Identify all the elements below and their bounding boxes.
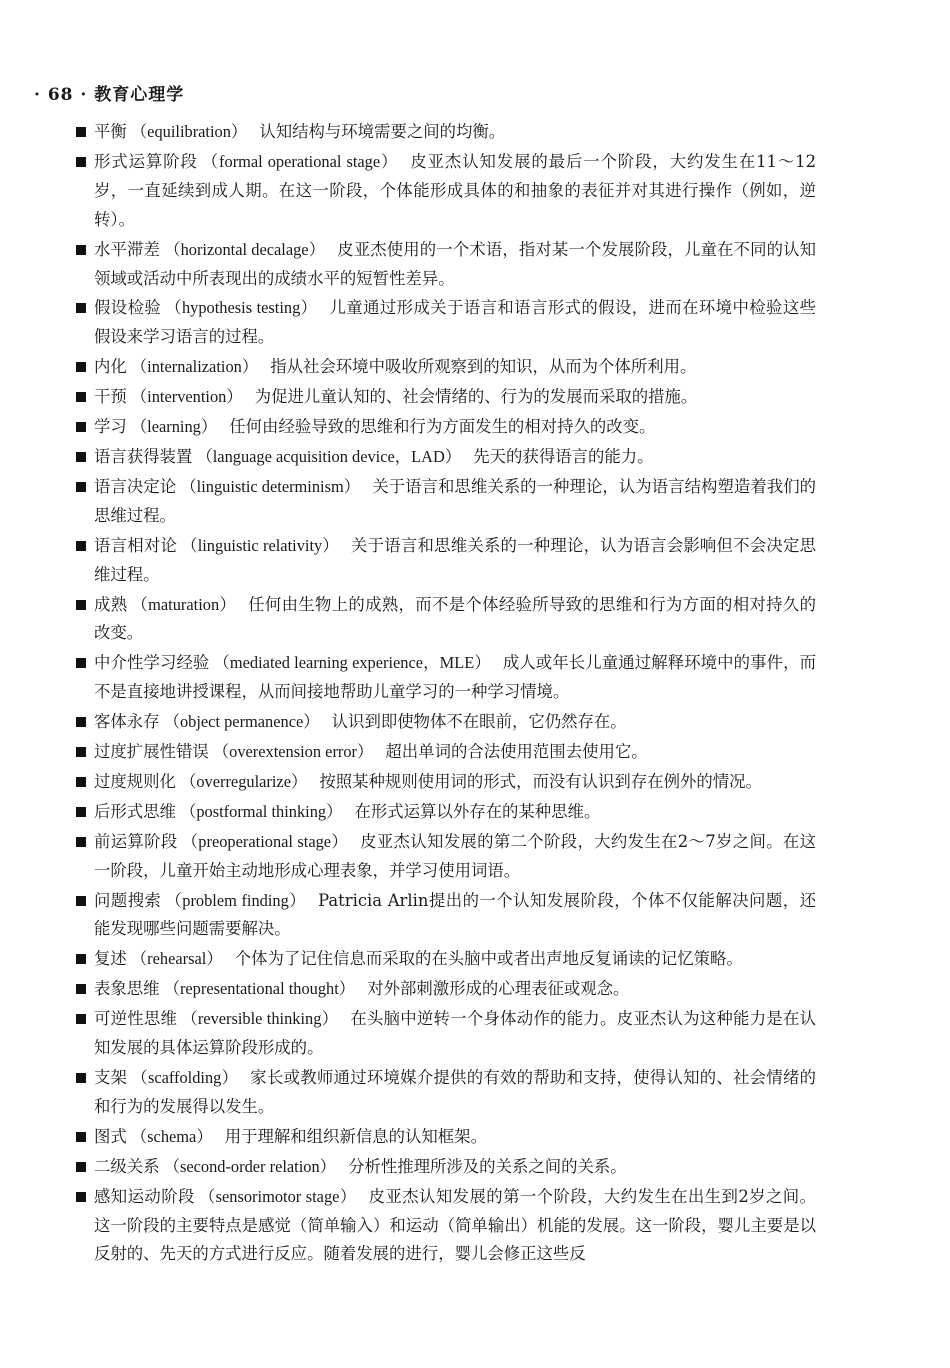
- glossary-english-term: （intervention）: [130, 387, 243, 407]
- glossary-term: 问题搜索: [94, 890, 162, 910]
- square-bullet-icon: [76, 1014, 86, 1024]
- glossary-term: 过度扩展性错误: [94, 742, 209, 762]
- glossary-list: [76, 118, 816, 1270]
- glossary-term: 表象思维: [94, 979, 160, 999]
- glossary-english-term: （preoperational stage）: [181, 831, 349, 851]
- glossary-term: 可逆性思维: [94, 1009, 178, 1029]
- glossary-definition: 为促进儿童认知的、社会情绪的、行为的发展而采取的措施。: [254, 387, 698, 407]
- glossary-english-term: （sensorimotor stage）: [198, 1186, 357, 1206]
- glossary-english-term: （linguistic determinism）: [180, 476, 361, 496]
- glossary-english-term: （language acquisition device，LAD）: [196, 446, 462, 466]
- glossary-definition: 认识到即使物体不在眼前，它仍然存在。: [331, 712, 627, 732]
- glossary-entry: [76, 708, 816, 737]
- square-bullet-icon: [76, 127, 86, 137]
- glossary-english-term: （overregularize）: [179, 771, 308, 791]
- glossary-english-term: （rehearsal）: [130, 949, 223, 969]
- glossary-english-term: （internalization）: [130, 357, 259, 377]
- square-bullet-icon: [76, 658, 86, 668]
- glossary-entry: [76, 236, 816, 294]
- square-bullet-icon: [76, 1162, 86, 1172]
- glossary-entry: [76, 383, 816, 412]
- square-bullet-icon: [76, 837, 86, 847]
- glossary-definition: 任何由经验导致的思维和行为方面发生的相对持久的改变。: [229, 417, 656, 437]
- glossary-definition: 在头脑中逆转一个身体动作的能力。皮亚杰认为这种能力是在认知发展的具体运算阶段形成的。: [94, 1009, 817, 1058]
- square-bullet-icon: [76, 303, 86, 313]
- glossary-entry: [76, 798, 816, 827]
- glossary-english-term: （schema）: [130, 1126, 213, 1146]
- glossary-definition: 按照某种规则使用词的形式，而没有认识到存在例外的情况。: [319, 771, 762, 791]
- glossary-definition: 关于语言和思维关系的一种理论，认为语言结构塑造着我们的思维过程。: [94, 476, 817, 525]
- square-bullet-icon: [76, 541, 86, 551]
- glossary-entry: [76, 738, 816, 767]
- glossary-entry: [76, 413, 816, 442]
- square-bullet-icon: [76, 362, 86, 372]
- glossary-definition: Patricia Arlin提出的一个认知发展阶段，个体不仅能解决问题，还能发现哪些问题需要解决。: [94, 890, 816, 939]
- glossary-term: 图式: [94, 1126, 127, 1146]
- glossary-definition: 分析性推理所涉及的关系之间的关系。: [348, 1156, 627, 1176]
- glossary-entry: [76, 118, 816, 147]
- glossary-term: 成熟: [94, 594, 128, 614]
- square-bullet-icon: [76, 157, 86, 167]
- glossary-entry: [76, 591, 816, 649]
- glossary-definition: 认知结构与环境需要之间的均衡。: [259, 122, 506, 141]
- glossary-term: 水平滞差: [94, 239, 161, 259]
- glossary-term: 支架: [94, 1068, 128, 1087]
- square-bullet-icon: [76, 777, 86, 787]
- page-header: [34, 80, 184, 105]
- glossary-term: 中介性学习经验: [94, 653, 210, 673]
- glossary-entry: [76, 294, 816, 352]
- glossary-term: 干预: [94, 387, 127, 407]
- glossary-entry: [76, 473, 816, 531]
- glossary-english-term: （horizontal decalage）: [164, 239, 326, 259]
- glossary-entry: [76, 443, 816, 472]
- square-bullet-icon: [76, 1073, 86, 1083]
- glossary-english-term: （maturation）: [131, 594, 237, 614]
- glossary-entry: [76, 1064, 816, 1122]
- glossary-entry: [76, 649, 816, 707]
- glossary-definition: 个体为了记住信息而采取的在头脑中或者出声地反复诵读的记忆策略。: [234, 949, 743, 969]
- glossary-definition: 超出单词的合法使用范围去使用它。: [385, 742, 648, 762]
- glossary-term: 假设检验: [94, 298, 162, 318]
- square-bullet-icon: [76, 245, 86, 255]
- square-bullet-icon: [76, 600, 86, 610]
- book-title: 教育心理学: [94, 85, 185, 105]
- header-dot: ·: [73, 85, 95, 105]
- glossary-english-term: （second-order relation）: [163, 1156, 337, 1176]
- glossary-entry: [76, 353, 816, 382]
- glossary-definition: 对外部刺激形成的心理表征或观念。: [367, 979, 630, 999]
- glossary-entry: [76, 532, 816, 590]
- glossary-english-term: （hypothesis testing）: [165, 298, 318, 318]
- header-dot: ·: [34, 85, 48, 105]
- glossary-definition: 成人或年长儿童通过解释环境中的事件，而不是直接地讲授课程，从而间接地帮助儿童学习的一种学习情境。: [94, 653, 817, 702]
- glossary-definition: 皮亚杰使用的一个术语，指对某一个发展阶段，儿童在不同的认知领域或活动中所表现出的成绩水平的短暂性差异。: [94, 239, 817, 288]
- glossary-english-term: （overextension error）: [212, 742, 374, 762]
- glossary-definition: 家长或教师通过环境媒介提供的有效的帮助和支持，使得认知的、社会情绪的和行为的发展得以发生。: [94, 1068, 817, 1116]
- glossary-term: 前运算阶段: [94, 831, 178, 851]
- glossary-definition: 儿童通过形成关于语言和语言形式的假设，进而在环境中检验这些假设来学习语言的过程。: [94, 298, 817, 347]
- glossary-entry: [76, 945, 816, 974]
- glossary-entry: [76, 768, 816, 797]
- glossary-term: 形式运算阶段: [94, 151, 198, 171]
- glossary-english-term: （mediated learning experience，MLE）: [213, 653, 491, 673]
- glossary-term: 学习: [94, 417, 127, 437]
- glossary-term: 过度规则化: [94, 771, 176, 791]
- glossary-definition: 在形式运算以外存在的某种思维。: [354, 801, 601, 821]
- square-bullet-icon: [76, 747, 86, 757]
- glossary-entry: [76, 1123, 816, 1152]
- glossary-entry: [76, 887, 816, 945]
- glossary-english-term: （learning）: [130, 417, 218, 437]
- square-bullet-icon: [76, 1192, 86, 1202]
- glossary-entry: [76, 148, 816, 235]
- square-bullet-icon: [76, 954, 86, 964]
- glossary-english-term: （problem finding）: [165, 890, 307, 910]
- glossary-entry: [76, 1183, 816, 1270]
- square-bullet-icon: [76, 452, 86, 462]
- square-bullet-icon: [76, 422, 86, 432]
- page-number: 68: [47, 85, 74, 105]
- glossary-entry: [76, 975, 816, 1004]
- glossary-english-term: （representational thought）: [163, 979, 356, 999]
- glossary-term: 语言决定论: [94, 476, 177, 496]
- glossary-definition: 皮亚杰认知发展的第二个阶段，大约发生在2～7岁之间。在这一阶段，儿童开始主动地形成心理表象，并学习使用词语。: [94, 831, 816, 880]
- glossary-english-term: （formal operational stage）: [201, 151, 399, 171]
- glossary-term: 复述: [94, 949, 127, 969]
- square-bullet-icon: [76, 984, 86, 994]
- glossary-definition: 指从社会环境中吸收所观察到的知识，从而为个体所利用。: [270, 357, 697, 377]
- glossary-entry: [76, 1153, 816, 1182]
- glossary-definition: 关于语言和思维关系的一种理论，认为语言会影响但不会决定思维过程。: [94, 535, 817, 584]
- glossary-term: 感知运动阶段: [94, 1186, 195, 1206]
- glossary-term: 语言获得装置: [94, 446, 193, 466]
- glossary-english-term: （linguistic relativity）: [181, 535, 340, 555]
- glossary-term: 客体永存: [94, 712, 160, 732]
- glossary-english-term: （scaffolding）: [131, 1068, 239, 1087]
- glossary-definition: 先天的获得语言的能力。: [473, 446, 654, 466]
- glossary-entry: [76, 828, 816, 886]
- glossary-definition: 皮亚杰认知发展的第一个阶段，大约发生在出生到2岁之间。这一阶段的主要特点是感觉（简单输入）和运动（简单输出）机能的发展。这一阶段，婴儿主要是以反射的、先天的方式进行反应。随着发展的进行，婴儿会修正这些反: [94, 1186, 816, 1264]
- glossary-definition: 任何由生物上的成熟，而不是个体经验所导致的思维和行为方面的相对持久的改变。: [94, 594, 816, 643]
- glossary-term: 平衡: [94, 122, 127, 141]
- glossary-english-term: （object permanence）: [163, 712, 320, 732]
- glossary-english-term: （postformal thinking）: [179, 801, 343, 821]
- glossary-english-term: （equilibration）: [130, 122, 248, 141]
- square-bullet-icon: [76, 392, 86, 402]
- glossary-term: 语言相对论: [94, 535, 178, 555]
- glossary-term: 后形式思维: [94, 801, 176, 821]
- square-bullet-icon: [76, 482, 86, 492]
- glossary-definition: 皮亚杰认知发展的最后一个阶段，大约发生在11～12岁，一直延续到成人期。在这一阶段，个体能形成具体的和抽象的表征并对其进行操作（例如，逆转）。: [94, 151, 817, 229]
- square-bullet-icon: [76, 807, 86, 817]
- glossary-term: 内化: [94, 357, 127, 377]
- square-bullet-icon: [76, 1132, 86, 1142]
- glossary-term: 二级关系: [94, 1156, 160, 1176]
- square-bullet-icon: [76, 896, 86, 906]
- square-bullet-icon: [76, 717, 86, 727]
- glossary-english-term: （reversible thinking）: [181, 1009, 339, 1029]
- glossary-entry: [76, 1005, 816, 1063]
- glossary-definition: 用于理解和组织新信息的认知框架。: [224, 1126, 487, 1146]
